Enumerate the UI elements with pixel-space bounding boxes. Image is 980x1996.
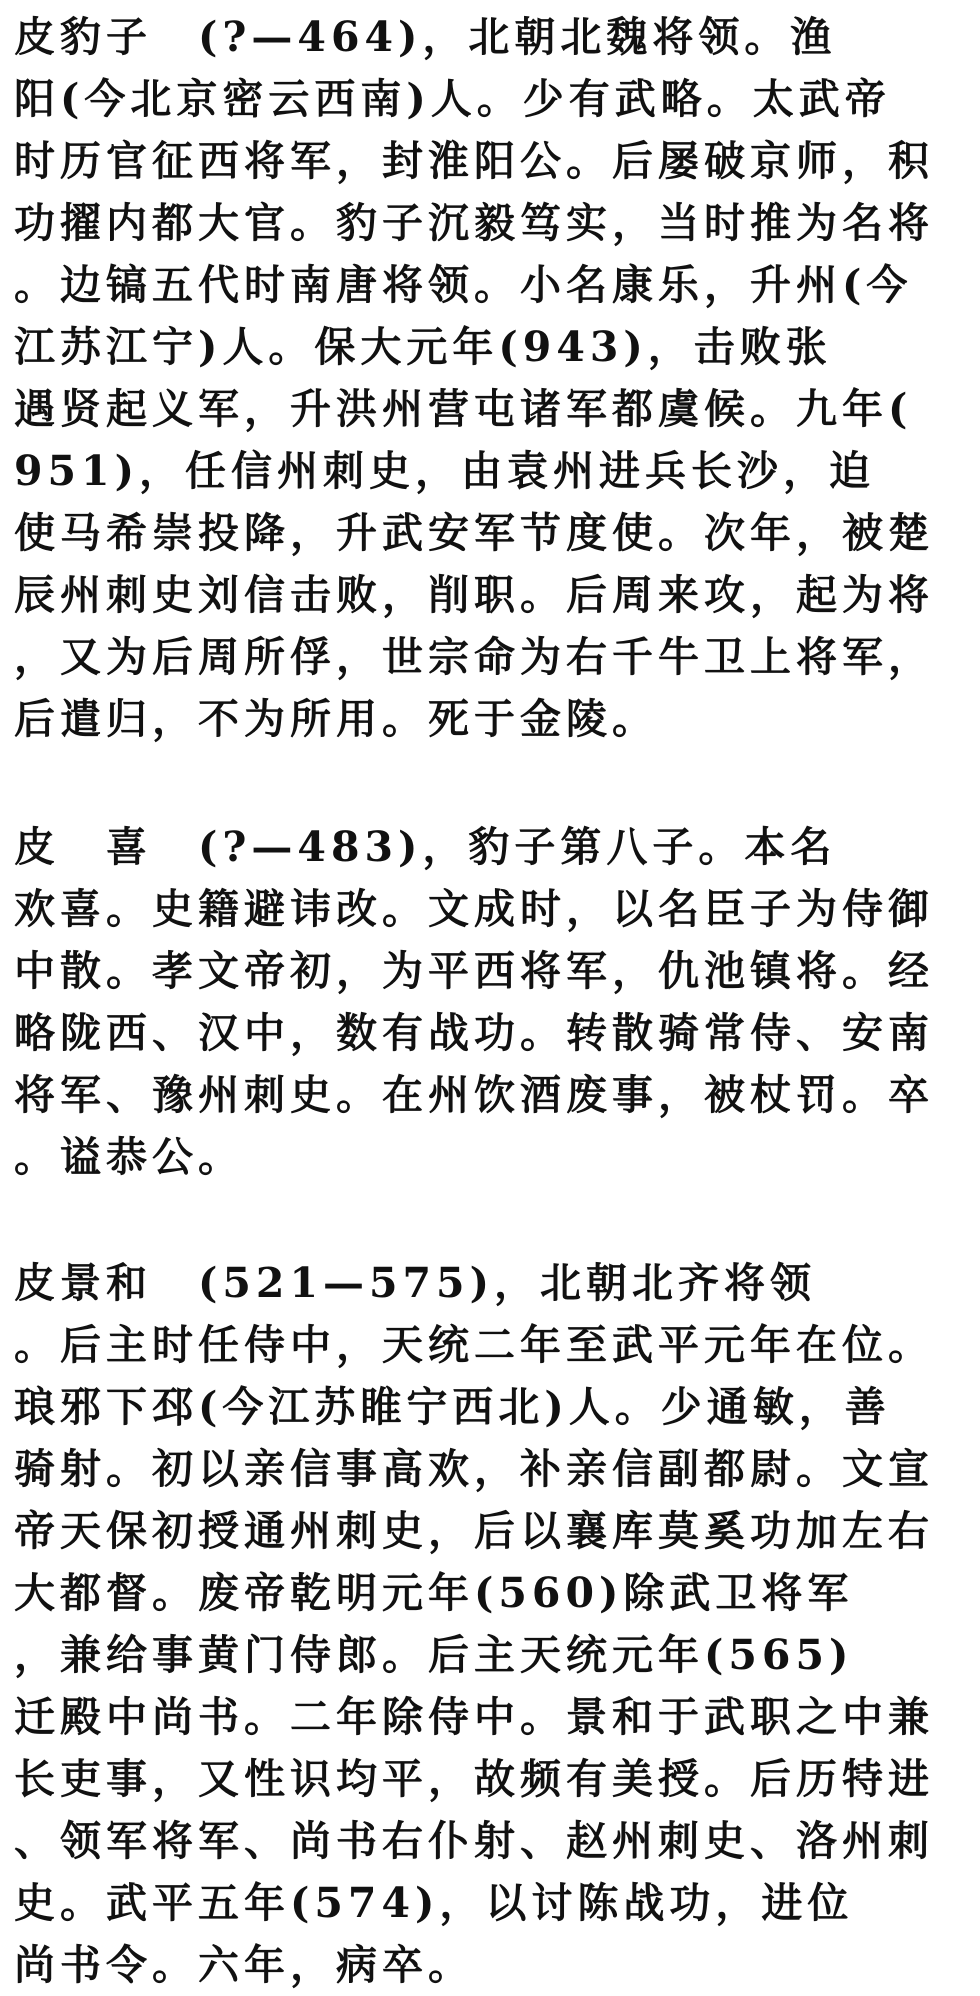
- text-line: 中散。孝文帝初，为平西将军，仇池镇将。经: [14, 947, 934, 995]
- text-line: 功擢内都大官。豹子沉毅笃实，当时推为名将: [14, 199, 934, 247]
- text-line: 皮豹子 (?—464)，北朝北魏将领。渔: [14, 13, 837, 61]
- text-line: 951)，任信州刺史，由袁州进兵长沙，迫: [14, 447, 875, 495]
- text-line: 、领军将军、尚书右仆射、赵州刺史、洛州刺: [14, 1817, 934, 1865]
- text-line: 帝天保初授通州刺史，后以襄库莫奚功加左右: [14, 1507, 934, 1555]
- text-line: ，兼给事黄门侍郎。后主天统元年(565): [14, 1631, 854, 1679]
- text-line: 骑射。初以亲信事高欢，补亲信副都尉。文宣: [14, 1445, 934, 1493]
- text-line: 后遣归，不为所用。死于金陵。: [14, 695, 658, 743]
- text-line: 。谥恭公。: [14, 1133, 244, 1181]
- text-line: 辰州刺史刘信击败，削职。后周来攻，起为将: [14, 571, 934, 619]
- entry-pi-xi: [14, 816, 964, 1188]
- text-line: 大都督。废帝乾明元年(560)除武卫将军: [14, 1569, 854, 1617]
- text-line: 。边镐五代时南唐将领。小名康乐，升州(今: [14, 261, 913, 309]
- text-line: 琅邪下邳(今江苏睢宁西北)人。少通敏，善: [14, 1383, 891, 1431]
- entry-pi-jinghe: [14, 1252, 964, 1996]
- text-line: 皮景和 (521—575)，北朝北齐将领: [14, 1259, 816, 1307]
- text-line: 尚书令。六年，病卒。: [14, 1941, 474, 1989]
- text-line: 长吏事，又性识均平，故频有美授。后历特进: [14, 1755, 934, 1803]
- text-line: 。后主时任侍中，天统二年至武平元年在位。: [14, 1321, 934, 1369]
- text-line: 使马希崇投降，升武安军节度使。次年，被楚: [14, 509, 934, 557]
- text-line: 史。武平五年(574)，以讨陈战功，进位: [14, 1879, 854, 1927]
- text-line: 阳(今北京密云西南)人。少有武略。太武帝: [14, 75, 891, 123]
- text-line: 略陇西、汉中，数有战功。转散骑常侍、安南: [14, 1009, 934, 1057]
- text-line: 时历官征西将军，封淮阳公。后屡破京师，积: [14, 137, 934, 185]
- text-line: 迁殿中尚书。二年除侍中。景和于武职之中兼: [14, 1693, 934, 1741]
- text-line: 皮 喜 (?—483)，豹子第八子。本名: [14, 823, 837, 871]
- text-line: 江苏江宁)人。保大元年(943)，击败张: [14, 323, 832, 371]
- text-line: ，又为后周所俘，世宗命为右千牛卫上将军，: [14, 633, 934, 681]
- text-line: 遇贤起义军，升洪州营屯诸军都虞候。九年(: [14, 385, 913, 433]
- text-line: 将军、豫州刺史。在州饮酒废事，被杖罚。卒: [14, 1071, 934, 1119]
- entry-pi-baozi: [14, 6, 964, 750]
- text-line: 欢喜。史籍避讳改。文成时，以名臣子为侍御: [14, 885, 934, 933]
